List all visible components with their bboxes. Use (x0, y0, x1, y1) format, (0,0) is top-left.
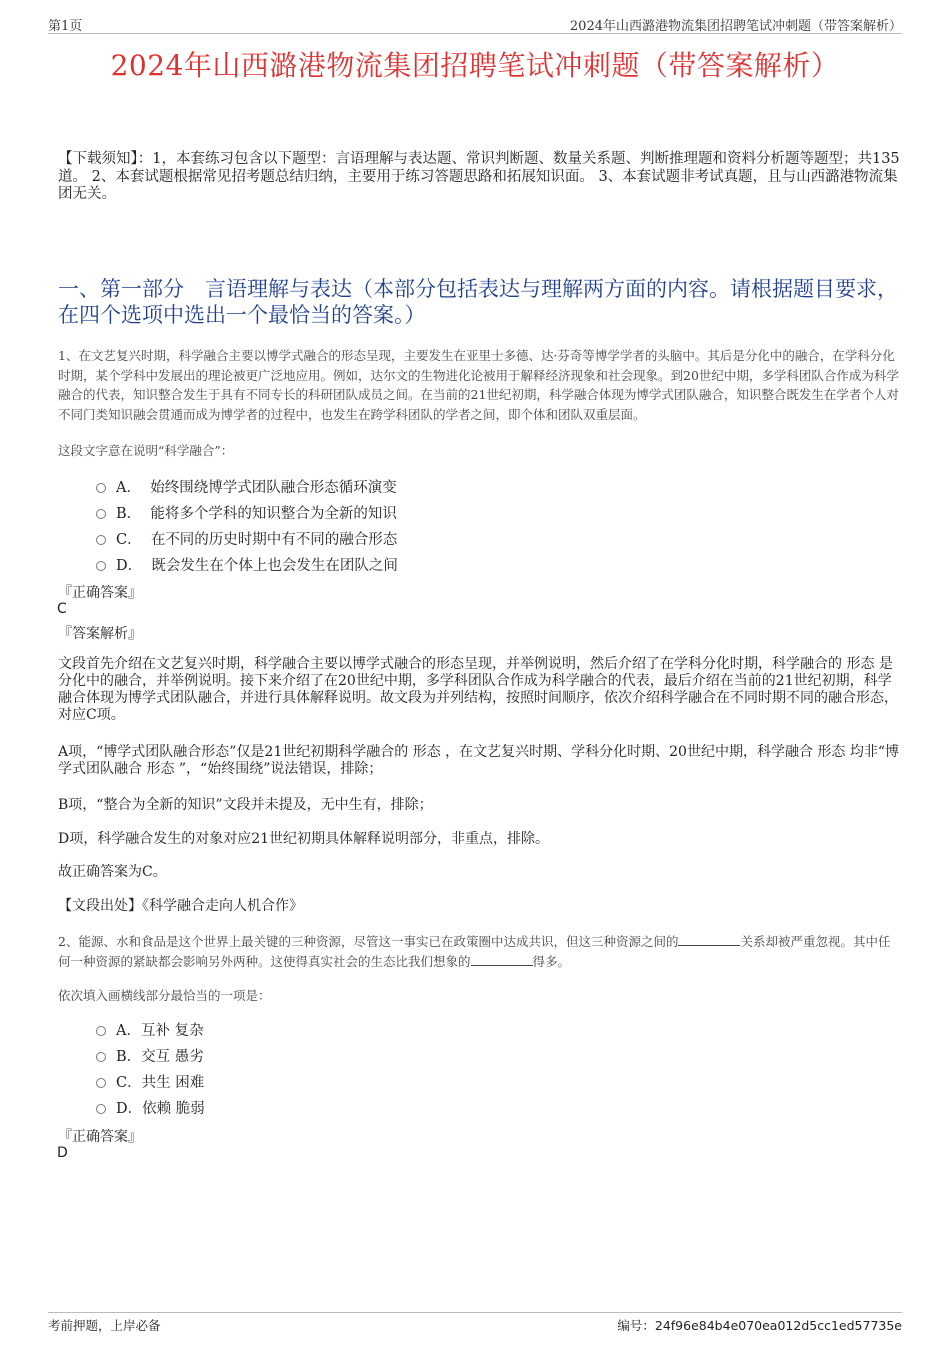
radio-icon[interactable] (96, 1104, 106, 1114)
answer-value: C (57, 601, 67, 617)
analysis-paragraph: A项，“博学式团队融合形态”仅是21世纪初期科学融合的 形态 ，在文艺复兴时期、学科分化时期、20世纪中期，科学融合 形态 均非“博学式团队融合 形态 ”，“始终围绕”说法错误，排除； (58, 744, 900, 777)
answer-value: D (57, 1145, 68, 1161)
option-d[interactable]: D．依赖 脆弱 (96, 1094, 205, 1120)
document-title: 2024年山西潞港物流集团招聘笔试冲刺题（带答案解析） (110, 49, 840, 82)
option-c[interactable]: C．共生 困难 (96, 1068, 205, 1094)
option-a[interactable]: A．互补 复杂 (96, 1016, 205, 1042)
radio-icon[interactable] (96, 1026, 106, 1036)
page-number: 第1页 (48, 19, 83, 34)
download-notice: 【下载须知】：1，本套练习包含以下题型：言语理解与表达题、常识判断题、数量关系题、判断推理题和资料分析题等题型；共135道。 2、本套试题根据常见招考题总结归纳，主要用于练习答题思路和拓展知识面。 3、本套试题非考试真题，且与山西潞港物流集团无关。 (58, 151, 900, 202)
passage-source: 【文段出处】《科学融合走向人机合作》 (58, 898, 303, 914)
question-2-options (96, 1016, 205, 1120)
option-c[interactable]: C． 在不同的历史时期中有不同的融合形态 (96, 525, 398, 551)
answer-label: 『正确答案』 (58, 585, 142, 601)
option-b[interactable]: B． 能将多个学科的知识整合为全新的知识 (96, 499, 398, 525)
fill-blank (471, 955, 533, 966)
fill-blank (678, 935, 740, 946)
radio-icon[interactable] (96, 561, 106, 571)
radio-icon[interactable] (96, 535, 106, 545)
option-a[interactable]: A． 始终围绕博学式团队融合形态循环演变 (96, 473, 398, 499)
header-doc-title: 2024年山西潞港物流集团招聘笔试冲刺题（带答案解析） (569, 19, 902, 34)
document-code: 编号：24f96e84b4e070ea012d5cc1ed57735e (617, 1318, 902, 1333)
section-title: 一、第一部分 言语理解与表达（本部分包括表达与理解两方面的内容。请根据题目要求，在四个选项中选出一个最恰当的答案。） (58, 277, 898, 327)
analysis-paragraph: D项，科学融合发生的对象对应21世纪初期具体解释说明部分，非重点，排除。 (58, 831, 550, 847)
radio-icon[interactable] (96, 1078, 106, 1088)
option-b[interactable]: B．交互 愚劣 (96, 1042, 205, 1068)
radio-icon[interactable] (96, 509, 106, 519)
option-d[interactable]: D． 既会发生在个体上也会发生在团队之间 (96, 551, 398, 577)
question-1-text: 1、在文艺复兴时期，科学融合主要以博学式融合的形态呈现，主要发生在亚里士多德、达·芬奇等博学学者的头脑中。其后是分化中的融合，在学科分化时期，某个学科中发展出的理论被更广泛地应用。例如，达尔文的生物进化论被用于解释经济现象和社会现象。到20世纪中期，多学科团队合作成为科学融合的代表，知识整合发生于具有不同专长的科研团队成员之间。在当前的21世纪初期，科学融合体现为博学式团队融合，知识整合既发生在学者个人对不同门类知识融会贯通而成为博学者的过程中，也发生在跨学科团队的学者之间，即个体和团队双重层面。 (58, 348, 899, 422)
radio-icon[interactable] (96, 483, 106, 493)
page-header (48, 15, 902, 34)
footer-slogan: 考前押题，上岸必备 (48, 1318, 161, 1333)
analysis-label: 『答案解析』 (58, 626, 142, 642)
question-1-prompt: 这段文字意在说明“科学融合”： (58, 443, 234, 458)
page-footer (48, 1312, 902, 1333)
analysis-paragraph: 故正确答案为C。 (58, 864, 167, 880)
analysis-paragraph: 文段首先介绍在文艺复兴时期，科学融合主要以博学式融合的形态呈现，并举例说明，然后介绍了在学科分化时期，科学融合的 形态 是分化中的融合，并举例说明。接下来介绍了在20世纪中期，多学科团队合作成为科学融合的代表，最后介绍在当前的21世纪初期，科学融合体现为博学式团队融合，并进行具体解释说明。故文段为并列结构，按照时间顺序，依次介绍科学融合在不同时期不同的融合形态，对应C项。 (58, 656, 898, 723)
question-2-prompt: 依次填入画横线部分最恰当的一项是： (58, 988, 271, 1003)
analysis-paragraph: B项，“整合为全新的知识”文段并未提及，无中生有，排除； (58, 797, 433, 813)
radio-icon[interactable] (96, 1052, 106, 1062)
question-1-options (96, 473, 398, 577)
answer-label: 『正确答案』 (58, 1129, 142, 1145)
question-2-text: 2、能源、水和食品是这个世界上最关键的三种资源，尽管这一事实已在政策圈中达成共识，但这三种资源之间的 关系却被严重忽视。其中任何一种资源的紧缺都会影响另外两种。这使得真实社会的生态比我们想象的 得多。 (58, 934, 891, 969)
